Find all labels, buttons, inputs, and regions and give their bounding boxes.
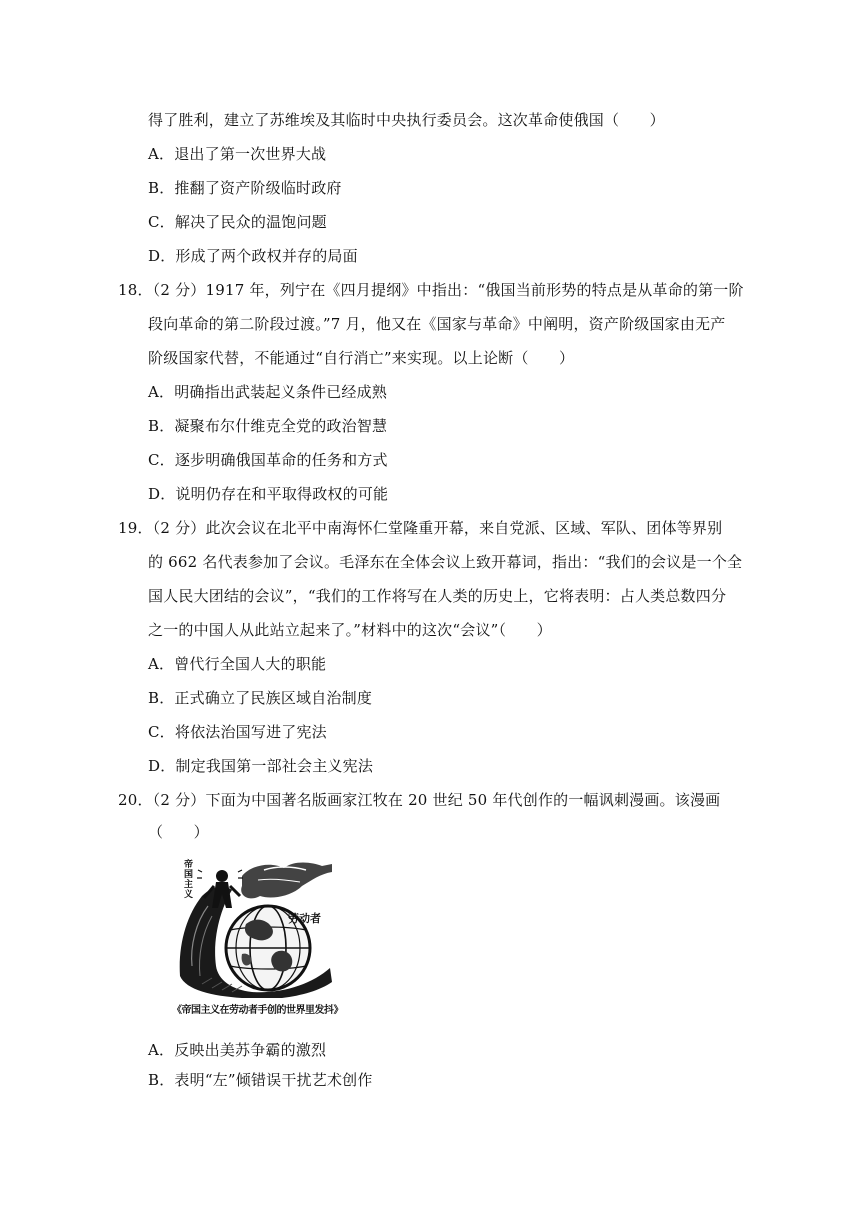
q17-option-b[interactable]: B．推翻了资产阶级临时政府 <box>148 179 342 197</box>
q20-option-a[interactable]: A．反映出美苏争霸的激烈 <box>148 1041 327 1059</box>
q18-stem-line-1: 18．（2 分）1917 年，列宁在《四月提纲》中指出：“俄国当前形势的特点是从革命的第一阶 <box>118 281 744 299</box>
cartoon-illustration <box>172 856 336 998</box>
q17-stem-tail: 得了胜利，建立了苏维埃及其临时中央执行委员会。这次革命使俄国（ ） <box>148 111 665 129</box>
q19-option-d[interactable]: D．制定我国第一部社会主义宪法 <box>148 757 374 775</box>
q20-stem-line-1: 20．（2 分）下面为中国著名版画家江牧在 20 世纪 50 年代创作的一幅讽刺漫画。该漫画 <box>118 791 721 809</box>
q20-option-b[interactable]: B．表明“左”倾错误干扰艺术创作 <box>148 1071 373 1089</box>
q17-option-a[interactable]: A．退出了第一次世界大战 <box>148 145 327 163</box>
q18-option-d[interactable]: D．说明仍存在和平取得政权的可能 <box>148 485 389 503</box>
satirical-cartoon-figure <box>172 856 343 1016</box>
q19-option-c[interactable]: C．将依法治国写进了宪法 <box>148 723 327 741</box>
q19-stem-line-1: 19．（2 分）此次会议在北平中南海怀仁堂隆重开幕，来自党派、区域、军队、团体等界别 <box>118 519 723 537</box>
q19-stem-line-4: 之一的中国人从此站立起来了。”材料中的这次“会议”（ ） <box>148 621 552 639</box>
q20-stem-line-2: （ ） <box>148 823 209 841</box>
q19-stem-line-3: 国人民大团结的会议”，“我们的工作将写在人类的历史上，它将表明：占人类总数四分 <box>148 587 727 605</box>
q19-option-a[interactable]: A．曾代行全国人大的职能 <box>148 655 327 673</box>
q18-option-a[interactable]: A．明确指出武装起义条件已经成熟 <box>148 383 388 401</box>
q19-stem-line-2: 的 662 名代表参加了会议。毛泽东在全体会议上致开幕词，指出：“我们的会议是一个全 <box>148 553 743 571</box>
q18-stem-line-3: 阶级国家代替，不能通过“自行消亡”来实现。以上论断（ ） <box>148 349 575 367</box>
cartoon-caption: 《帝国主义在劳动者手创的世界里发抖》 <box>172 1005 343 1016</box>
q18-stem-line-2: 段向革命的第二阶段过渡。”7 月，他又在《国家与革命》中阐明，资产阶级国家由无产 <box>148 315 726 333</box>
q19-option-b[interactable]: B．正式确立了民族区域自治制度 <box>148 689 373 707</box>
q17-option-c[interactable]: C．解决了民众的温饱问题 <box>148 213 327 231</box>
cartoon-label-worker: 劳动者 <box>288 912 321 925</box>
q18-option-c[interactable]: C．逐步明确俄国革命的任务和方式 <box>148 451 388 469</box>
q18-option-b[interactable]: B．凝聚布尔什维克全党的政治智慧 <box>148 417 388 435</box>
q17-option-d[interactable]: D．形成了两个政权并存的局面 <box>148 247 358 265</box>
cartoon-label-imperialism: 帝国主义 <box>184 860 194 900</box>
